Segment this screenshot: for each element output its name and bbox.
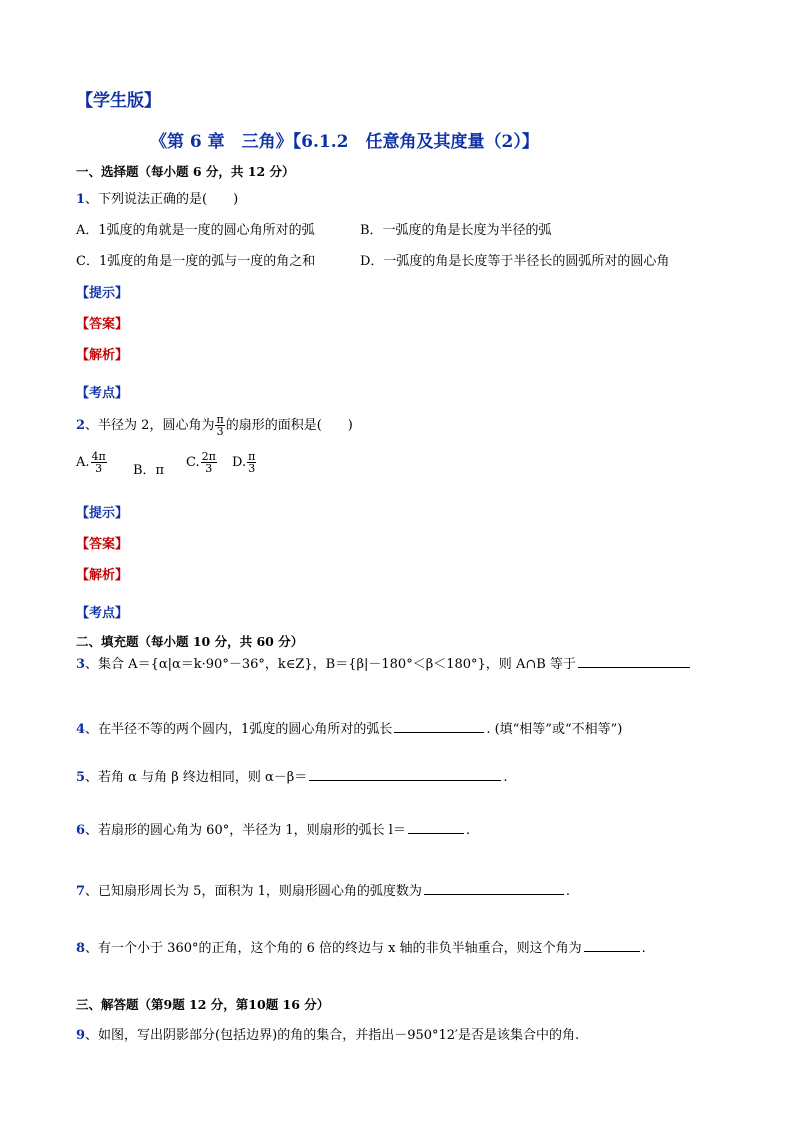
answer-blank[interactable] [309, 768, 501, 781]
fraction-numerator: π [248, 450, 256, 463]
page-title: 《第 6 章 三角》【6.1.2 任意角及其度量（2）】 [150, 132, 539, 152]
question-8-text-post: . [641, 941, 646, 956]
fraction-denominator: 3 [205, 462, 213, 475]
question-3-number: 3 [76, 657, 86, 672]
question-4 [76, 718, 622, 737]
question-8-number: 8 [76, 941, 86, 956]
answer-blank[interactable] [424, 882, 564, 895]
fraction-numerator: 4π [91, 450, 106, 463]
question-2-stem-pre: 、半径为 2，圆心角为 [85, 418, 215, 433]
q2-analysis-tag: 【解析】 [76, 568, 129, 583]
question-1-option-b: B．一弧度的角是长度为半径的弧 [360, 223, 552, 238]
question-7 [76, 880, 570, 899]
question-4-text-post: . (填“相等”或“不相等”) [486, 722, 623, 737]
q1-analysis-tag: 【解析】 [76, 348, 129, 363]
option-a-fraction [91, 451, 107, 474]
question-4-number: 4 [76, 722, 86, 737]
question-8-text: 、有一个小于 360°的正角，这个角的 6 倍的终边与 x 轴的非负半轴重合，则这个角为 [85, 941, 582, 956]
question-2-stem-post: 的扇形的面积是( ) [225, 418, 353, 433]
question-5-text: 、若角 α 与角 β 终边相同，则 α－β＝ [85, 770, 308, 785]
question-3 [76, 653, 692, 672]
question-2-option-c [186, 451, 218, 474]
fraction-denominator: 3 [95, 462, 103, 475]
answer-blank[interactable] [584, 939, 640, 952]
question-9 [76, 1024, 579, 1043]
question-4-text: 、在半径不等的两个圆内，1弧度的圆心角所对的弧长 [85, 722, 393, 737]
question-1-option-a: A．1弧度的角就是一度的圆心角所对的弧 [76, 223, 315, 238]
section-2-heading: 二、填充题（每小题 10 分，共 60 分） [76, 634, 304, 649]
version-label: 【学生版】 [76, 91, 161, 111]
q1-answer-tag: 【答案】 [76, 317, 129, 332]
answer-blank[interactable] [394, 720, 484, 733]
fraction-denominator: 3 [248, 462, 256, 475]
question-2-option-b: B．π [133, 463, 165, 478]
question-7-number: 7 [76, 884, 86, 899]
q1-point-tag: 【考点】 [76, 386, 129, 401]
question-6-number: 6 [76, 823, 86, 838]
section-1-heading: 一、选择题（每小题 6 分，共 12 分） [76, 164, 295, 179]
section-3-heading: 三、解答题（第9题 12 分，第10题 16 分） [76, 997, 330, 1012]
answer-blank[interactable] [578, 655, 690, 668]
question-8 [76, 937, 646, 956]
q2-hint-tag: 【提示】 [76, 506, 129, 521]
question-2-number: 2 [76, 418, 86, 433]
q1-hint-tag: 【提示】 [76, 286, 129, 301]
fraction-numerator: π [216, 413, 224, 426]
question-2-option-d [232, 451, 257, 474]
question-2-option-a [76, 451, 108, 474]
question-1-number: 1 [76, 192, 86, 207]
question-5 [76, 766, 507, 785]
option-a-label: A. [76, 455, 90, 470]
fraction-numerator: 2π [201, 450, 216, 463]
question-7-text: 、已知扇形周长为 5，面积为 1，则扇形圆心角的弧度数为 [85, 884, 422, 899]
question-1-option-c: C．1弧度的角是一度的弧与一度的角之和 [76, 254, 316, 269]
question-6 [76, 819, 470, 838]
answer-blank[interactable] [408, 821, 464, 834]
question-2 [76, 414, 353, 437]
question-2-fraction [215, 414, 224, 437]
option-c-fraction [201, 451, 217, 474]
option-d-label: D. [232, 455, 247, 470]
question-6-text: 、若扇形的圆心角为 60°，半径为 1，则扇形的弧长 l＝ [85, 823, 406, 838]
question-9-text: 、如图，写出阴影部分(包括边界)的角的集合，并指出－950°12′是否是该集合中的角. [85, 1028, 580, 1043]
question-5-number: 5 [76, 770, 86, 785]
question-6-text-post: . [465, 823, 471, 838]
fraction-denominator: 3 [216, 425, 224, 438]
question-3-text: 、集合 A＝{α|α＝k·90°－36°，k∈Z}，B＝{β|－180°＜β＜180°}，则 A∩B 等于 [85, 657, 576, 672]
question-5-text-post: . [503, 770, 508, 785]
q2-answer-tag: 【答案】 [76, 537, 129, 552]
question-1-option-d: D．一弧度的角是长度等于半径长的圆弧所对的圆心角 [360, 254, 670, 269]
question-7-text-post: . [565, 884, 570, 899]
option-d-fraction [247, 451, 256, 474]
q2-point-tag: 【考点】 [76, 606, 129, 621]
question-9-number: 9 [76, 1028, 86, 1043]
question-1 [76, 188, 238, 207]
question-1-stem: 、下列说法正确的是( ) [85, 192, 239, 207]
option-c-label: C. [186, 455, 200, 470]
